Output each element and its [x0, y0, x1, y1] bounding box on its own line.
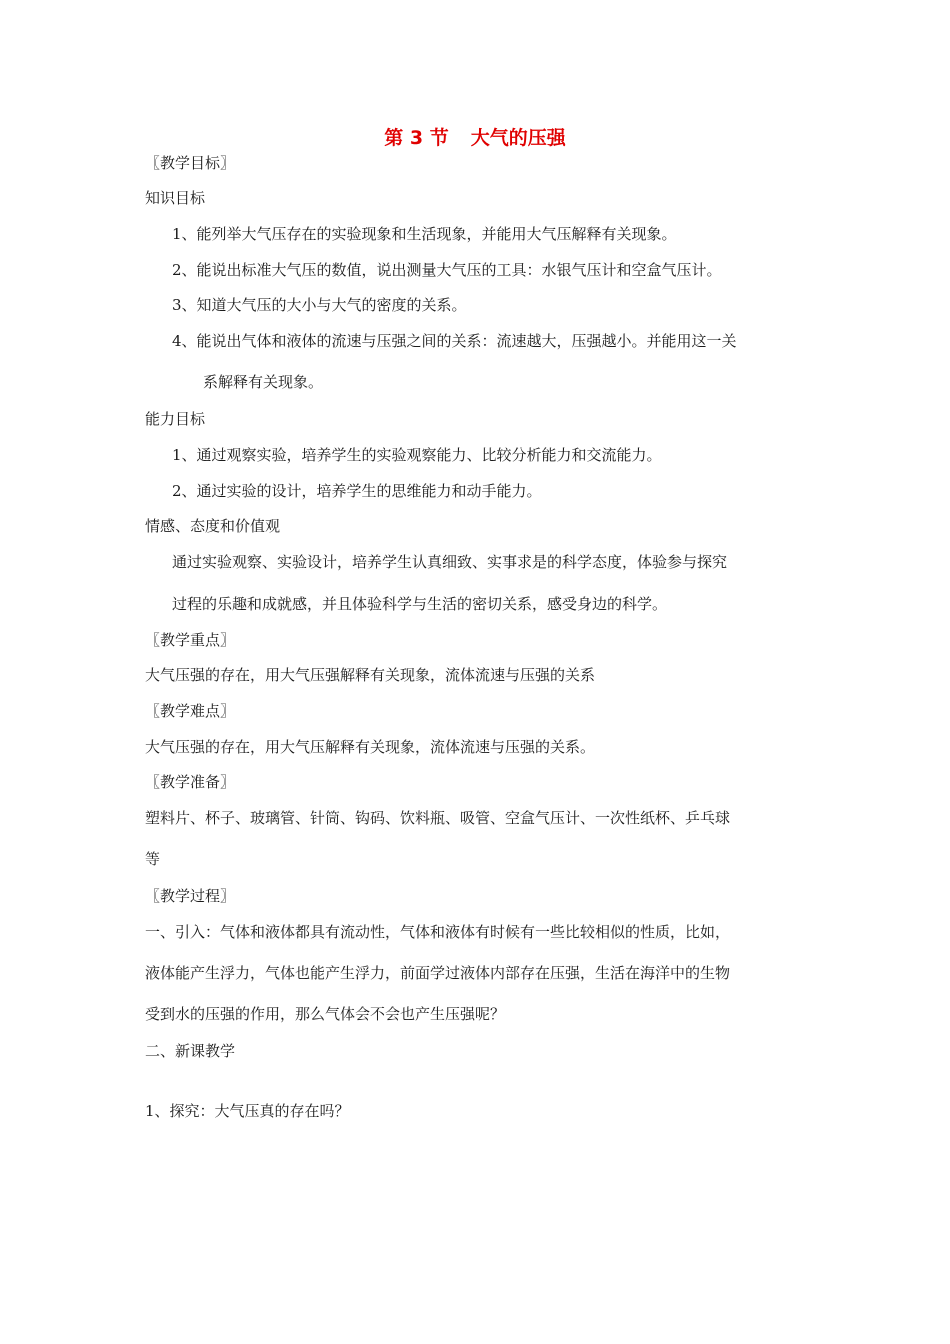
page-title	[0, 126, 950, 150]
process-explore-1: 1、探究：大气压真的存在吗？	[145, 1102, 350, 1120]
knowledge-item-2: 2、能说出标准大气压的数值，说出测量大气压的工具：水银气压计和空盒气压计。	[172, 261, 722, 279]
attitude-text-cont: 过程的乐趣和成就感，并且体验科学与生活的密切关系，感受身边的科学。	[172, 595, 668, 613]
process-intro-cont-1: 液体能产生浮力，气体也能产生浮力，前面学过液体内部存在压强，生活在海洋中的生物	[145, 964, 731, 982]
title-section-number: 第 3 节	[384, 127, 449, 149]
subheading-attitude-goals: 情感、态度和价值观	[145, 517, 281, 535]
knowledge-item-4-cont: 系解释有关现象。	[203, 373, 324, 391]
preparation-text: 塑料片、杯子、玻璃管、针筒、钩码、饮料瓶、吸管、空盒气压计、一次性纸杯、乒乓球	[145, 809, 731, 827]
process-intro-cont-2: 受到水的压强的作用，那么气体会不会也产生压强呢？	[145, 1005, 506, 1023]
title-topic: 大气的压强	[470, 127, 566, 149]
heading-difficulties: 〖教学难点〗	[145, 702, 236, 720]
heading-key-points: 〖教学重点〗	[145, 631, 236, 649]
subheading-ability-goals: 能力目标	[145, 410, 206, 428]
key-points-text: 大气压强的存在，用大气压强解释有关现象，流体流速与压强的关系	[145, 666, 596, 684]
preparation-text-cont: 等	[145, 850, 161, 868]
ability-item-2: 2、通过实验的设计，培养学生的思维能力和动手能力。	[172, 482, 542, 500]
process-new-lesson: 二、新课教学	[145, 1042, 236, 1060]
knowledge-item-3: 3、知道大气压的大小与大气的密度的关系。	[172, 296, 467, 314]
ability-item-1: 1、通过观察实验，培养学生的实验观察能力、比较分析能力和交流能力。	[172, 446, 662, 464]
heading-process: 〖教学过程〗	[145, 887, 236, 905]
attitude-text: 通过实验观察、实验设计，培养学生认真细致、实事求是的科学态度，体验参与探究	[172, 553, 728, 571]
subheading-knowledge-goals: 知识目标	[145, 189, 206, 207]
knowledge-item-1: 1、能列举大气压存在的实验现象和生活现象，并能用大气压解释有关现象。	[172, 225, 677, 243]
heading-teaching-goals: 〖教学目标〗	[145, 154, 236, 172]
knowledge-item-4: 4、能说出气体和液体的流速与压强之间的关系：流速越大，压强越小。并能用这一关	[172, 332, 737, 350]
process-intro: 一、引入：气体和液体都具有流动性，气体和液体有时候有一些比较相似的性质，比如，	[145, 923, 731, 941]
heading-preparation: 〖教学准备〗	[145, 773, 236, 791]
difficulties-text: 大气压强的存在，用大气压解释有关现象，流体流速与压强的关系。	[145, 738, 596, 756]
